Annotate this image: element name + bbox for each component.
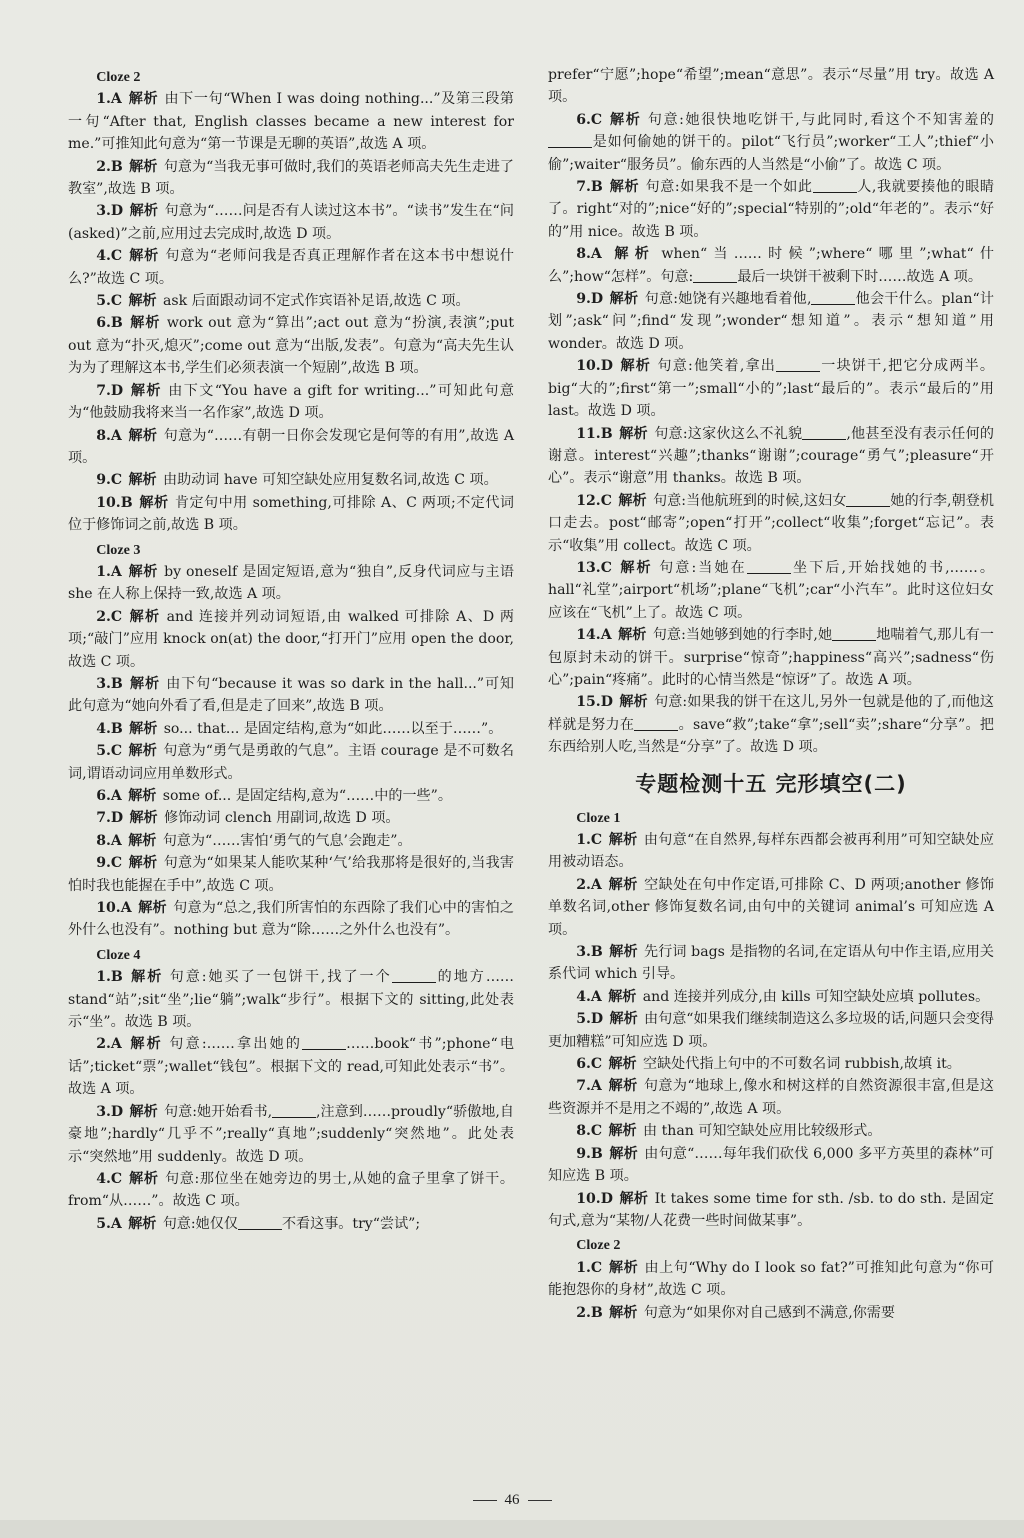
answer-item bbox=[548, 176, 994, 243]
analysis-tag: 解析 bbox=[619, 694, 648, 711]
answer-number: 3.B bbox=[96, 675, 123, 692]
cloze-heading: Cloze 2 bbox=[576, 1237, 621, 1254]
answer-explanation: 句意:她仅仅 不看这事。try“尝试”; bbox=[162, 1215, 421, 1232]
analysis-tag: 解析 bbox=[619, 358, 652, 375]
answer-blank bbox=[747, 559, 791, 574]
answer-item bbox=[548, 941, 994, 986]
answer-item bbox=[548, 1075, 994, 1120]
answer-explanation: when“当……时候”;where“哪里”;what“什么”;how“怎样”。句意: 最后一块饼干被剩下时……故选 A 项。 bbox=[548, 246, 994, 285]
scan-bottom-edge bbox=[0, 1520, 1024, 1538]
answer-number: 1.B bbox=[96, 969, 123, 986]
answer-blank bbox=[802, 424, 846, 439]
analysis-tag: 解析 bbox=[608, 1078, 638, 1095]
analysis-tag: 解析 bbox=[129, 1103, 158, 1120]
answer-number: 8.A bbox=[576, 246, 602, 263]
answer-number: 1.A bbox=[96, 91, 122, 108]
analysis-tag: 解析 bbox=[608, 1259, 639, 1276]
cloze-heading: Cloze 2 bbox=[96, 69, 141, 85]
answer-blank bbox=[846, 492, 890, 507]
answer-explanation: 句意为“老师问我是否真正理解作者在这本书中想说什么?”故选 C 项。 bbox=[68, 248, 515, 287]
answer-explanation: 句意:她买了一包饼干,找了一个 的地方……stand“站”;sit“坐”;lie“躺”;walk“步行”。根据下文的 sitting,此处表示“坐”。故选 B 项。 bbox=[68, 969, 515, 1031]
answer-item bbox=[68, 718, 514, 740]
answer-blank bbox=[238, 1215, 282, 1230]
answer-number: 11.B bbox=[576, 425, 613, 442]
answer-explanation: work out 意为“算出”;act out 意为“扮演,表演”;put out 意为“扑灭,熄灭”;come out 意为“出版,发表”。句意为“高夫先生认为为了理解这本书,学生们必须表演一个短剧”,故选 B 项。 bbox=[68, 315, 515, 377]
answer-blank bbox=[776, 357, 820, 372]
answer-explanation: 句意为“勇气是勇敢的气息”。主语 courage 是不可数名词,谓语动词应用单数形式。 bbox=[68, 743, 515, 782]
answer-number: 1.C bbox=[576, 1259, 603, 1276]
analysis-tag: 解析 bbox=[128, 427, 158, 444]
answer-number: 4.C bbox=[96, 248, 123, 265]
answer-explanation: ask 后面跟动词不定式作宾语补足语,故选 C 项。 bbox=[163, 293, 470, 310]
answer-item bbox=[548, 624, 994, 691]
analysis-tag: 解析 bbox=[128, 1215, 157, 1232]
analysis-tag: 解析 bbox=[128, 855, 158, 872]
answer-explanation: It takes some time for sth. /sb. to do sth. 是固定句式,意为“某物/人花费一些时间做某事”。 bbox=[548, 1190, 994, 1229]
answer-number: 7.D bbox=[96, 810, 124, 827]
answer-explanation: 由下句“because it was so dark in the hall...”可知此句意为“她向外看了看,但是走了回来”,故选 B 项。 bbox=[68, 675, 515, 715]
answer-item bbox=[68, 852, 514, 897]
answer-item bbox=[548, 243, 994, 288]
answer-explanation: and 连接并列动词短语,由 walked 可排除 A、D 两项;“敲门”应用 knock on(at) the door,“打开门”应用 open the door,故选 C 项。 bbox=[68, 608, 515, 670]
answer-item bbox=[68, 290, 514, 312]
analysis-tag: 解析 bbox=[129, 720, 158, 737]
answer-number: 8.C bbox=[576, 1123, 603, 1140]
analysis-tag: 解析 bbox=[609, 1011, 638, 1028]
answer-number: 5.C bbox=[96, 743, 123, 760]
answer-explanation: 由句意“……每年我们砍伐 6,000 多平方英里的森林”可知应选 B 项。 bbox=[548, 1145, 995, 1185]
answer-item bbox=[68, 88, 514, 155]
footer-dash-right bbox=[528, 1500, 552, 1501]
answer-number: 14.A bbox=[576, 627, 612, 644]
answer-explanation: by oneself 是固定短语,意为“独自”,反身代词应与主语 she 在人称上保持一致,故选 A 项。 bbox=[68, 563, 515, 603]
answer-continuation: prefer“宁愿”;hope“希望”;mean“意思”。表示“尽量”用 try。故选 A 项。 bbox=[548, 67, 994, 106]
analysis-tag: 解析 bbox=[129, 203, 159, 220]
answer-explanation: 句意为“如果某人能吹某种‘气’给我那将是很好的,当我害怕时我也能握在手中”,故选 C 项。 bbox=[68, 855, 514, 894]
answer-item bbox=[68, 200, 514, 245]
analysis-tag: 解析 bbox=[128, 608, 161, 625]
answer-number: 2.A bbox=[576, 876, 602, 893]
answer-number: 10.B bbox=[96, 494, 133, 511]
analysis-tag: 解析 bbox=[129, 810, 158, 827]
answer-explanation: 由句意“在自然界,每样东西都会被再利用”可知空缺处应用被动语态。 bbox=[548, 832, 995, 871]
answer-explanation: 句意:那位坐在她旁边的男士,从她的盒子里拿了饼干。from“从……”。故选 C 项。 bbox=[68, 1170, 515, 1210]
answer-explanation: 由下一句“When I was doing nothing...”及第三段第一句“After that, English classes became a new interest for me.”可推知此句意为“第一节课是无聊的英语”,故选 A 项。 bbox=[68, 91, 514, 153]
answer-number: 10.D bbox=[576, 358, 613, 375]
answer-explanation: and 连接并列成分,由 kills 可知空缺处应填 pollutes。 bbox=[642, 988, 990, 1005]
analysis-tag: 解析 bbox=[128, 91, 159, 108]
cloze-heading: Cloze 1 bbox=[576, 809, 621, 826]
answer-item bbox=[68, 807, 514, 829]
answer-number: 6.A bbox=[96, 788, 122, 804]
analysis-tag: 解析 bbox=[129, 158, 158, 175]
answer-number: 10.A bbox=[96, 900, 132, 917]
answer-number: 5.D bbox=[576, 1011, 604, 1028]
answer-number: 5.A bbox=[96, 1215, 122, 1232]
answer-blank bbox=[302, 1035, 346, 1050]
analysis-tag: 解析 bbox=[618, 627, 647, 644]
answer-number: 12.C bbox=[576, 492, 612, 509]
answer-item bbox=[68, 1101, 514, 1168]
answer-number: 1.A bbox=[96, 563, 122, 580]
answer-blank bbox=[634, 716, 678, 731]
answer-number: 2.B bbox=[576, 1304, 603, 1321]
answer-item bbox=[68, 561, 514, 606]
answer-item bbox=[548, 1053, 994, 1075]
answer-item bbox=[548, 355, 994, 422]
answer-explanation: 句意:她很快地吃饼干,与此同时,看这个不知害羞的是如何偷她的饼干的。pilot“飞行员”;worker“工人”;thief“小偷”;waiter“服务员”。偷东西的人当然是“小偷”了。故选 C 项。 bbox=[548, 111, 995, 173]
answer-item bbox=[548, 1257, 994, 1302]
cloze-heading: Cloze 4 bbox=[96, 946, 141, 963]
answer-number: 9.D bbox=[576, 291, 604, 308]
answer-item bbox=[548, 557, 994, 624]
answer-number: 3.D bbox=[96, 1103, 124, 1120]
answer-number: 6.C bbox=[576, 111, 603, 128]
answer-explanation: 句意:当他航班到的时候,这妇女 她的行李,朝登机口走去。post“邮寄”;open“打开”;collect“收集”;forget“忘记”。表示“收集”用 collect。故选 C 项。 bbox=[548, 492, 995, 554]
answer-item bbox=[68, 425, 514, 470]
answer-item bbox=[548, 829, 994, 874]
answer-item bbox=[548, 1120, 994, 1142]
answer-explanation: 句意:她饶有兴趣地看着他, 他会干什么。plan“计划”;ask“问”;find“发现”;wonder“想知道”。表示“想知道”用 wonder。故选 D 项。 bbox=[548, 291, 994, 352]
analysis-tag: 解析 bbox=[128, 1170, 159, 1187]
analysis-tag: 解析 bbox=[128, 743, 157, 760]
left-column bbox=[68, 64, 514, 1235]
answer-explanation: 句意:他笑着,拿出 一块饼干,把它分成两半。big“大的”;first“第一”;small“小的”;last“最后的”。表示“最后的”用 last。故选 D 项。 bbox=[548, 358, 995, 420]
answer-blank bbox=[813, 178, 857, 193]
analysis-tag: 解析 bbox=[619, 1190, 649, 1207]
cloze-heading: Cloze 3 bbox=[96, 541, 141, 558]
analysis-tag: 解析 bbox=[129, 675, 160, 692]
answer-item bbox=[68, 830, 514, 852]
answer-explanation: some of... 是固定结构,意为“……中的一些”。 bbox=[162, 788, 452, 804]
analysis-tag: 解析 bbox=[128, 563, 158, 580]
analysis-tag: 解析 bbox=[609, 944, 638, 961]
answer-number: 2.C bbox=[96, 608, 123, 625]
analysis-tag: 解析 bbox=[609, 291, 639, 308]
answer-number: 13.C bbox=[576, 559, 612, 576]
answer-explanation: 句意为“地球上,像水和树这样的自然资源很丰富,但是这些资源并不是用之不竭的”,故选 A 项。 bbox=[548, 1078, 995, 1117]
answer-number: 2.A bbox=[96, 1036, 122, 1053]
analysis-tag: 解析 bbox=[128, 832, 157, 849]
answer-explanation: 句意为“如果你对自己感到不满意,你需要 bbox=[643, 1304, 895, 1321]
analysis-tag: 解析 bbox=[129, 969, 164, 986]
analysis-tag: 解析 bbox=[608, 832, 638, 848]
analysis-tag: 解析 bbox=[608, 1123, 637, 1140]
answer-explanation: 由下文“You have a gift for writing...”可知此句意为“他鼓励我将来当一名作家”,故选 D 项。 bbox=[68, 382, 514, 422]
answer-number: 15.D bbox=[576, 694, 613, 711]
page-number: 46 bbox=[504, 1492, 520, 1508]
answer-explanation: 由 than 可知空缺处应用比较级形式。 bbox=[643, 1123, 882, 1140]
analysis-tag: 解析 bbox=[608, 246, 656, 263]
answer-item bbox=[548, 1188, 994, 1233]
analysis-tag: 解析 bbox=[129, 315, 161, 332]
answer-explanation: 空缺处代指上句中的不可数名词 rubbish,故填 it。 bbox=[643, 1056, 961, 1073]
answer-item bbox=[68, 673, 514, 718]
answer-explanation: 句意:当她够到她的行李时,她 地喘着气,那儿有一包原封未动的饼干。surprise“惊奇”;happiness“高兴”;sadness“伤心”;pain“疼痛”。此时的心情当然是“惊讶”了。故选 A 项。 bbox=[548, 627, 995, 688]
answer-item bbox=[68, 785, 514, 807]
analysis-tag: 解析 bbox=[609, 1145, 638, 1162]
answer-explanation: 句意为“……问是否有人读过这本书”。“读书”发生在“问(asked)”之前,应用过去完成时,故选 D 项。 bbox=[68, 203, 514, 242]
answer-explanation: 句意:这家伙这么不礼貌 ,他甚至没有表示任何的谢意。interest“兴趣”;thanks“谢谢”;courage“勇气”;pleasure“开心”。表示“谢意”用 thanks。故选 B 项。 bbox=[548, 425, 995, 487]
analysis-tag: 解析 bbox=[128, 788, 157, 804]
answer-explanation: 由句意“如果我们继续制造这么多垃圾的话,问题只会变得更加糟糕”可知应选 D 项。 bbox=[548, 1011, 995, 1050]
answer-item bbox=[548, 874, 994, 941]
answer-explanation: 句意:如果我不是一个如此 人,我就要揍他的眼睛了。right“对的”;nice“好的”;special“特别的”;old“年老的”。表示“好的”用 nice。故选 B 项。 bbox=[548, 179, 995, 240]
answer-item bbox=[68, 156, 514, 201]
answer-number: 4.B bbox=[96, 720, 123, 737]
analysis-tag: 解析 bbox=[608, 876, 638, 893]
answer-number: 7.B bbox=[576, 179, 603, 196]
answer-number: 3.B bbox=[576, 944, 603, 961]
answer-number: 8.A bbox=[96, 832, 122, 849]
answer-item bbox=[68, 245, 514, 290]
footer-dash-left bbox=[473, 1500, 497, 1501]
analysis-tag: 解析 bbox=[609, 1304, 638, 1321]
answer-item bbox=[68, 740, 514, 785]
analysis-tag: 解析 bbox=[618, 492, 647, 509]
answer-number: 2.B bbox=[96, 158, 123, 175]
analysis-tag: 解析 bbox=[128, 293, 157, 310]
answer-item bbox=[68, 380, 514, 425]
answer-item bbox=[68, 897, 514, 942]
answer-item bbox=[548, 691, 994, 758]
answer-explanation: 句意:当她在 坐下后,开始找她的书,……。hall“礼堂”;airport“机场”;plane“飞机”;car“小汽车”。此时这位妇女应该在“飞机”上了。故选 C 项。 bbox=[548, 559, 995, 621]
answer-item bbox=[548, 490, 994, 557]
answer-item bbox=[548, 423, 994, 490]
analysis-tag: 解析 bbox=[128, 1036, 163, 1053]
right-column bbox=[548, 64, 994, 1324]
answer-number: 9.C bbox=[96, 472, 123, 489]
analysis-tag: 解析 bbox=[128, 248, 159, 265]
analysis-tag: 解析 bbox=[128, 472, 157, 489]
analysis-tag: 解析 bbox=[618, 425, 648, 442]
answer-number: 9.B bbox=[576, 1145, 603, 1162]
answer-number: 4.A bbox=[576, 988, 602, 1005]
answer-explanation: 修饰动词 clench 用副词,故选 D 项。 bbox=[164, 810, 400, 827]
answer-number: 4.C bbox=[96, 1170, 123, 1187]
answer-item bbox=[548, 1008, 994, 1053]
answer-blank bbox=[272, 1103, 316, 1118]
answer-number: 1.C bbox=[576, 832, 603, 848]
answer-item bbox=[68, 469, 514, 491]
section-title: 专题检测十五 完形填空(二) bbox=[635, 771, 907, 796]
answer-explanation: 由助动词 have 可知空缺处应用复数名词,故选 C 项。 bbox=[163, 472, 498, 489]
answer-explanation: 句意为“总之,我们所害怕的东西除了我们心中的害怕之外什么也没有”。nothing but 意为“除……之外什么也没有”。 bbox=[68, 900, 514, 939]
answer-item bbox=[548, 109, 994, 176]
answer-item bbox=[68, 966, 514, 1033]
answer-explanation: 句意为“……害怕‘勇气的气息’会跑走”。 bbox=[162, 832, 412, 849]
analysis-tag: 解析 bbox=[608, 1056, 637, 1073]
answer-number: 10.D bbox=[576, 1190, 613, 1207]
answer-item bbox=[548, 1143, 994, 1188]
answer-explanation: 由上句“Why do I look so fat?”可推知此句意为“你可能抱怨你的身材”,故选 C 项。 bbox=[548, 1259, 994, 1299]
answer-number: 7.A bbox=[576, 1078, 602, 1095]
analysis-tag: 解析 bbox=[129, 382, 162, 399]
analysis-tag: 解析 bbox=[618, 559, 653, 576]
answer-number: 3.D bbox=[96, 203, 124, 220]
answer-item bbox=[68, 1033, 514, 1100]
answer-number: 5.C bbox=[96, 293, 123, 310]
answer-item bbox=[548, 986, 994, 1008]
analysis-tag: 解析 bbox=[138, 900, 167, 917]
answer-explanation: 句意:她开始看书, ,注意到……proudly“骄傲地,自豪地”;hardly“几乎不”;really“真地”;suddenly“突然地”。此处表示“突然地”用 suddenly。故选 D 项。 bbox=[68, 1103, 514, 1165]
answer-explanation: so... that... 是固定结构,意为“如此……以至于……”。 bbox=[163, 720, 503, 737]
answer-item bbox=[548, 1302, 994, 1324]
answer-explanation: 先行词 bags 是指物的名词,在定语从句中作主语,应用关系代词 which 引导。 bbox=[548, 944, 994, 983]
answer-explanation: 句意:……拿出她的 ……book“书”;phone“电话”;ticket“票”;wallet“钱包”。根据下文的 read,可知此处表示“书”。故选 A 项。 bbox=[68, 1036, 515, 1098]
answer-blank bbox=[693, 268, 737, 283]
answer-number: 6.B bbox=[96, 315, 123, 332]
answer-item bbox=[68, 1213, 514, 1235]
answer-item bbox=[548, 288, 994, 355]
answer-item bbox=[68, 1168, 514, 1213]
answer-item bbox=[68, 492, 514, 537]
answer-number: 8.A bbox=[96, 427, 122, 444]
answer-blank bbox=[392, 968, 436, 983]
analysis-tag: 解析 bbox=[608, 988, 637, 1005]
answer-explanation: 句意:如果我的饼干在这儿,另外一包就是他的了,而他这样就是努力在 。save“救”;take“拿”;sell“卖”;share“分享”。把东西给别人吃,当然是“分享”了。故选 D 项。 bbox=[548, 694, 994, 756]
answer-blank bbox=[811, 290, 855, 305]
answer-explanation: 句意为“当我无事可做时,我们的英语老师高夫先生走进了教室”,故选 B 项。 bbox=[68, 158, 515, 198]
answer-blank bbox=[832, 626, 876, 641]
answer-blank bbox=[548, 133, 592, 148]
answer-item bbox=[68, 312, 514, 379]
analysis-tag: 解析 bbox=[608, 111, 642, 128]
analysis-tag: 解析 bbox=[609, 179, 640, 196]
analysis-tag: 解析 bbox=[138, 494, 169, 511]
answer-item bbox=[68, 606, 514, 673]
page-footer bbox=[0, 1492, 1024, 1509]
answer-explanation: 句意为“……有朝一日你会发现它是何等的有用”,故选 A 项。 bbox=[68, 427, 515, 466]
answer-explanation: 肯定句中用 something,可排除 A、C 两项;不定代词位于修饰词之前,故选 B 项。 bbox=[68, 494, 515, 534]
answer-explanation: 空缺处在句中作定语,可排除 C、D 两项;another 修饰单数名词,other 修饰复数名词,由句中的关键词 animal’s 可知应选 A 项。 bbox=[548, 876, 994, 938]
answer-number: 6.C bbox=[576, 1056, 603, 1073]
answer-number: 7.D bbox=[96, 382, 124, 399]
answer-number: 9.C bbox=[96, 855, 123, 872]
